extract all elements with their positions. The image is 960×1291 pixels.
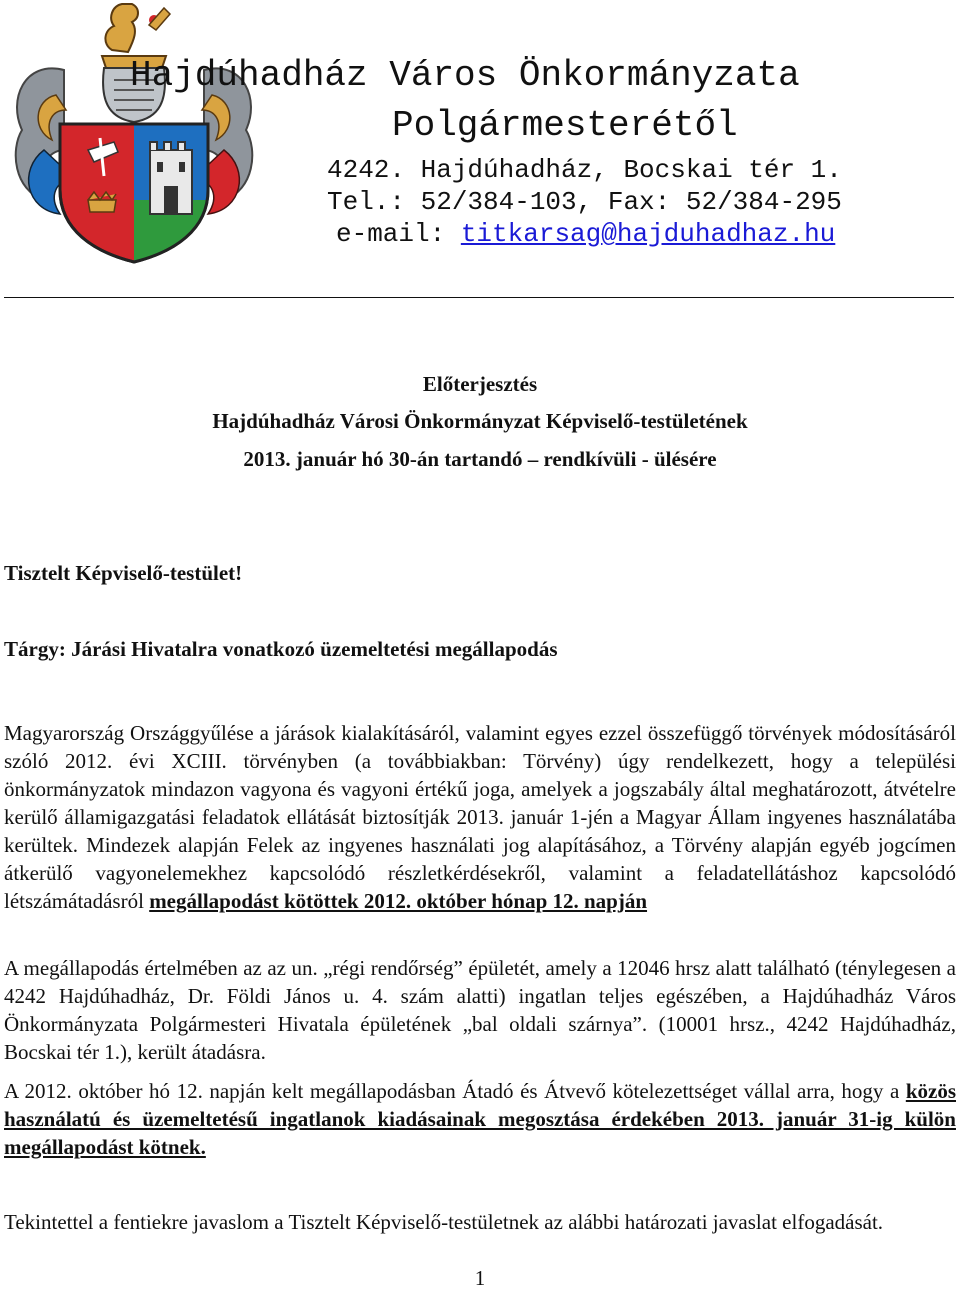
letterhead-email-line [336,219,835,249]
email-link[interactable]: titkarsag@hajduhadhaz.hu [460,219,836,249]
page-number: 1 [474,1266,486,1290]
meeting-date-title: 2013. január hó 30-án tartandó – rendkívüli - ülésére [243,447,717,471]
city-coat-of-arms-logo [4,0,264,268]
addressee-body-title: Hajdúhadház Városi Önkormányzat Képviselő-testületének [212,409,748,433]
header-divider [4,297,954,298]
subject-line: Tárgy: Járási Hivatalra vonatkozó üzemeltetési megállapodás [4,637,558,661]
paragraph-text: Magyarország Országgyűlése a járások kialakításáról, valamint egyes ezzel összefüggő törvények módosításáról szóló 2012. évi XCIII. törvényben (a továbbiakban: Törvény) úgy rendelkezett, hogy a települési önkormányzatok mindazon vagyona és vagyoni értékű joga, amelyek a jogszabály által meghatározott, átvételre kerülő államigazgatási feladatok ellátását biztosítják 2013. január 1-jén a Magyar Állam ingyenes használatába kerültek. Mindezek alapján Felek az ingyenes használati jog alapításához, a Törvény alapján egyéb jogcímen átkerülő vagyonelemekhez kapcsolódó részletkérdésekről, valamint a feladatellátáshoz kapcsolódó létszámátadásról [4,721,956,913]
paragraph-proposal: Tekintettel a fentiekre javaslom a Tisztelt Képviselő-testületnek az alábbi határozati javaslat elfogadását. [4,1210,884,1234]
letterhead-title: Hajdúhadház Város Önkormányzata [130,55,800,96]
salutation: Tisztelt Képviselő-testület! [4,561,243,585]
paragraph-legal-background [4,719,956,915]
email-label: e-mail: [336,219,461,249]
paragraph-obligation [4,1077,956,1161]
document-type-title: Előterjesztés [422,372,538,396]
emphasized-agreement-date: megállapodást kötöttek 2012. október hónap 12. napján [149,889,648,913]
letterhead-address: 4242. Hajdúhadház, Bocskai tér 1. [327,155,842,185]
paragraph-property-transfer: A megállapodás értelmében az az un. „régi rendőrség” épületét, amely a 12046 hrsz alatt található (ténylegesen a 4242 Hajdúhadház, Dr. Földi János u. 4. szám alatti) ingatlan teljes egészében, a Hajdúhadház Város Önkormányzata Polgármesteri Hivatala épületének „bal oldali szárnya”. (10001 hrsz., 4242 Hajdúhadház, Bocskai tér 1.), került átadásra. [4,956,956,1064]
letterhead-subtitle: Polgármesterétől [392,105,738,146]
emphasized-obligation: közös használatú és üzemeltetésű ingatlanok kiadásainak megosztása érdekében 2013. január 31-ig külön megállapodást kötnek. [4,1079,956,1159]
letterhead-phone-fax: Tel.: 52/384-103, Fax: 52/384-295 [327,187,842,217]
paragraph-text: A 2012. október hó 12. napján kelt megállapodásban Átadó és Átvevő kötelezettséget vállal arra, hogy a [4,1079,906,1103]
